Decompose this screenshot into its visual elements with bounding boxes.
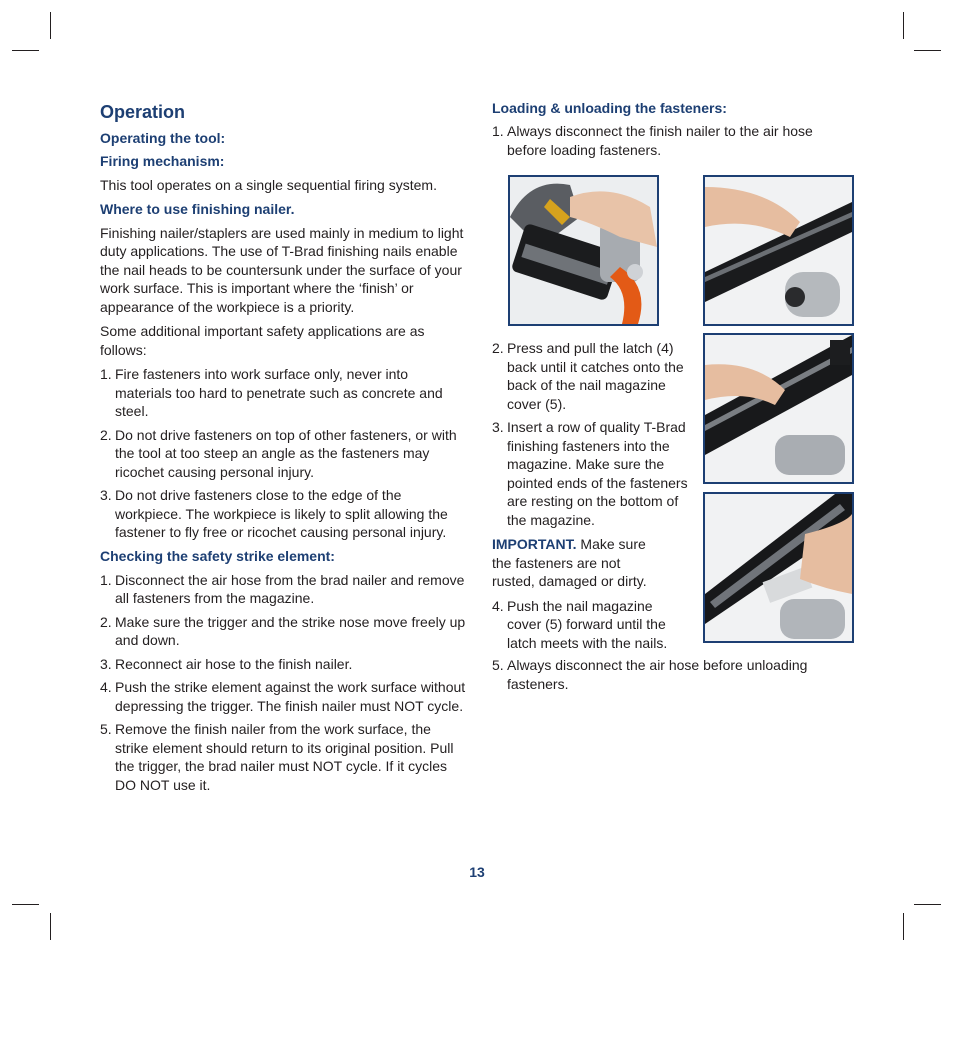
crop-mark	[914, 50, 941, 51]
right-column	[492, 100, 854, 165]
loading-nails-illustration	[705, 494, 852, 641]
crop-mark	[903, 913, 904, 940]
list-item	[100, 365, 466, 421]
important-note	[492, 535, 667, 591]
list-number: 4.	[100, 679, 112, 695]
list-item	[100, 720, 466, 794]
crop-mark	[50, 913, 51, 940]
latch-illustration-1	[705, 177, 852, 324]
crop-mark	[903, 12, 904, 39]
page-title: Operation	[100, 102, 186, 122]
list-item	[492, 418, 690, 529]
loading-list-1	[492, 122, 854, 159]
loading-list-2	[492, 339, 690, 529]
list-number: 5.	[100, 721, 112, 737]
crop-mark	[12, 904, 39, 905]
latch-photo-1	[703, 175, 854, 326]
loading-list-4	[492, 656, 854, 693]
list-item	[492, 597, 690, 653]
additional-text: Some additional important safety applications are as follows:	[100, 323, 425, 358]
list-number: 5.	[492, 657, 504, 673]
list-item	[100, 426, 466, 482]
latch-illustration-2	[705, 335, 852, 482]
list-text: Push the nail magazine cover (5) forward until the latch meets with the nails.	[507, 597, 668, 651]
list-number: 2.	[100, 426, 112, 443]
list-text: Disconnect the air hose from the brad nailer and remove all fasteners from the magazine.	[115, 571, 465, 606]
operating-tool-heading: Operating the tool:	[100, 130, 226, 146]
safety-list	[100, 365, 466, 542]
list-text: Reconnect air hose to the finish nailer.	[115, 655, 353, 672]
list-text: Insert a row of quality T-Brad finishing fasteners into the magazine. Make sure the pointed ends of the fasteners are resting on the bottom of the magazine.	[507, 419, 688, 528]
crop-mark	[12, 50, 39, 51]
list-item	[100, 571, 466, 608]
list-number: 3.	[100, 487, 112, 503]
list-item	[492, 122, 854, 159]
list-number: 2.	[492, 340, 504, 356]
crop-mark	[914, 904, 941, 905]
list-item	[492, 339, 690, 413]
right-bottom-text	[492, 656, 854, 699]
list-item	[492, 656, 854, 693]
list-item	[100, 613, 466, 650]
crop-mark	[50, 12, 51, 39]
list-item	[100, 486, 466, 542]
left-column	[100, 100, 466, 800]
list-text: Press and pull the latch (4) back until it catches onto the back of the nail magazine cover (5).	[507, 340, 684, 412]
firing-mechanism-heading: Firing mechanism:	[100, 153, 225, 169]
nailer-hose-photo	[508, 175, 659, 326]
list-text: Always disconnect the air hose before unloading fasteners.	[507, 657, 808, 692]
loading-list-3	[492, 597, 690, 653]
list-number: 1.	[100, 366, 112, 382]
list-number: 4.	[492, 597, 504, 614]
right-narrow-text	[492, 339, 690, 658]
list-text: Fire fasteners into work surface only, never into materials too hard to penetrate such as concrete and steel.	[115, 366, 443, 419]
checking-heading: Checking the safety strike element:	[100, 547, 335, 564]
list-number: 2.	[100, 613, 112, 630]
list-text: Push the strike element against the work surface without depressing the trigger. The finish nailer must NOT cycle.	[115, 679, 466, 714]
list-number: 1.	[492, 123, 504, 139]
list-text: Remove the finish nailer from the work surface, the strike element should return to its original position. Pull the trigger, the brad nailer must NOT cycle. If it cycles DO NOT use it.	[115, 721, 454, 793]
list-number: 1.	[100, 571, 112, 588]
list-item	[100, 655, 466, 674]
list-text: Make sure the trigger and the strike nose move freely up and down.	[115, 613, 466, 648]
list-text: Always disconnect the finish nailer to the air hose before loading fasteners.	[507, 123, 813, 158]
where-heading: Where to use finishing nailer.	[100, 200, 295, 217]
list-number: 3.	[100, 655, 112, 672]
checking-list	[100, 571, 466, 795]
firing-text: This tool operates on a single sequential firing system.	[100, 177, 437, 193]
nailer-hose-illustration	[510, 177, 657, 324]
loading-nails-photo	[703, 492, 854, 643]
loading-heading: Loading & unloading the fasteners:	[492, 100, 727, 116]
list-number: 3.	[492, 419, 504, 435]
page-number: 13	[469, 864, 485, 880]
latch-photo-2	[703, 333, 854, 484]
important-label: IMPORTANT.	[492, 536, 577, 552]
important-text: Make sure the fasteners are not rusted, damaged or dirty.	[492, 536, 647, 589]
list-text: Do not drive fasteners on top of other fasteners, or with the tool at too steep an angle as the fasteners may ricochet causing personal injury.	[115, 426, 457, 480]
where-text: Finishing nailer/staplers are used mainly in medium to light duty applications. The use of T-Brad finishing nails enable the nail heads to be countersunk under the surface of your work surface. This is important where the ‘finish’ or appearance of the workpiece is a priority.	[100, 224, 464, 315]
list-text: Do not drive fasteners close to the edge of the workpiece. The workpiece is likely to split allowing the fastener to fly free or ricochet causing personal injury.	[115, 487, 448, 540]
list-item	[100, 678, 466, 715]
